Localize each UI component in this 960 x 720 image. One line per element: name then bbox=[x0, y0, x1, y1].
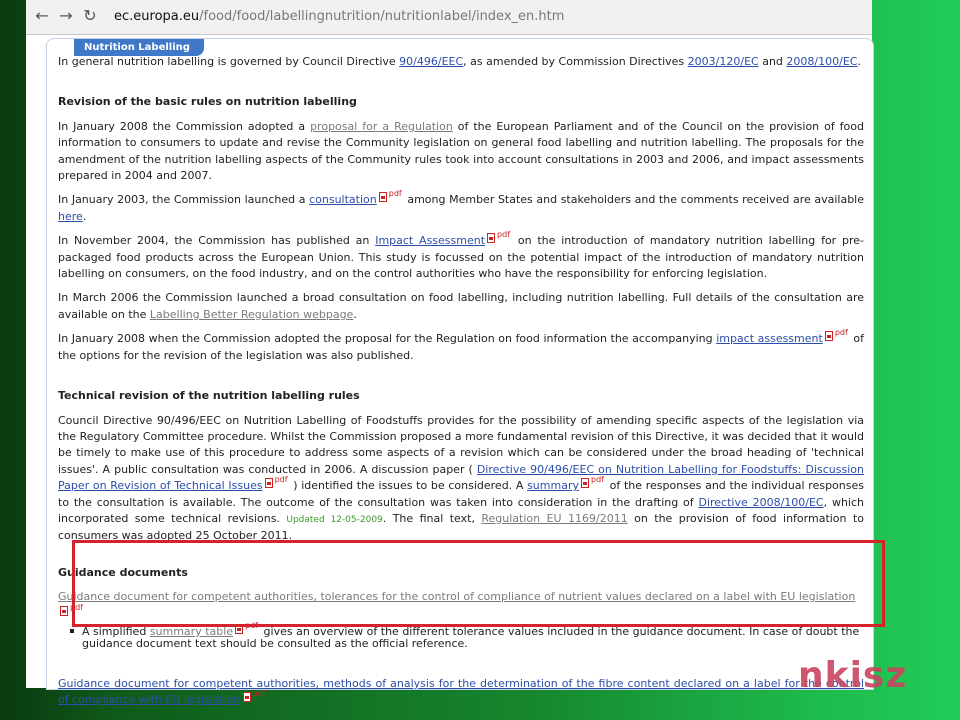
link-guidance-tolerances[interactable]: Guidance document for competent authorities, tolerances for the control of compliance of nutrient values declared on a label with EU legislation bbox=[58, 590, 856, 604]
revision-paragraph-4 bbox=[58, 290, 864, 323]
reload-icon[interactable]: ↻ bbox=[83, 6, 97, 25]
pdf-label: pdf bbox=[245, 620, 259, 630]
link-impact-assessment-2008[interactable]: impact assessment bbox=[716, 332, 823, 346]
pdf-icon[interactable] bbox=[265, 475, 288, 488]
link-summary[interactable]: summary bbox=[527, 479, 579, 493]
pdf-icon[interactable] bbox=[487, 230, 511, 243]
pdf-label: pdf bbox=[497, 230, 511, 240]
updated-label: Updated 12-05-2009 bbox=[286, 514, 383, 525]
text: In January 2003, the Commission launched a bbox=[58, 193, 310, 207]
text: of the options for the revision of the legislation was also published. bbox=[58, 332, 864, 362]
text: Council Directive 90/496/EEC on Nutrition Labelling of Foodstuffs provides for the possibility of amending specific aspects of the legislation via the Regulatory Committee procedure. Whilst the Commission proposed a more fundamental revision of this Directive, it was decided that it would be timely to make use of this procedure to address some aspects of a revision which can be considered under the broad heading of 'technical issues'. A public consultation was conducted in 2006. A discussion paper ( bbox=[58, 413, 864, 476]
link-90-496-eec[interactable]: 90/496/EEC bbox=[399, 55, 464, 68]
revision-paragraph-5 bbox=[58, 328, 864, 364]
revision-heading: Revision of the basic rules on nutrition labelling bbox=[58, 95, 357, 109]
technical-paragraph bbox=[58, 413, 864, 545]
pdf-label: pdf bbox=[834, 328, 848, 338]
guidance-item-2 bbox=[58, 676, 864, 709]
text: , which incorporated some technical revisions. bbox=[58, 495, 864, 525]
text: gives an overview of the different tolerance values included in the guidance document. In case of doubt the guidance document text should be consulted as the official reference. bbox=[82, 624, 860, 650]
pdf-label: pdf bbox=[274, 475, 288, 485]
guidance-bullet bbox=[58, 620, 864, 650]
link-summary-table[interactable]: summary table bbox=[149, 624, 234, 638]
tab-nutrition-labelling: Nutrition Labelling bbox=[74, 39, 204, 56]
link-directive-2008-100-ec[interactable]: Directive 2008/100/EC bbox=[698, 495, 824, 509]
forward-icon[interactable]: → bbox=[59, 6, 73, 25]
revision-paragraph-3 bbox=[58, 230, 864, 282]
browser-screenshot bbox=[26, 0, 872, 707]
watermark-logo: nkisz bbox=[798, 655, 908, 696]
address-bar bbox=[26, 0, 872, 35]
text: among Member States and stakeholders and the comments received are available bbox=[403, 193, 864, 207]
revision-paragraph-1 bbox=[58, 119, 864, 185]
link-regulation-1169-2011[interactable]: Regulation EU 1169/2011 bbox=[481, 511, 628, 525]
text: on the provision of food information to consumers was adopted 25 October 2011. bbox=[58, 511, 864, 543]
text: . bbox=[353, 307, 357, 321]
link-2003-120-ec[interactable]: 2003/120/EC bbox=[687, 55, 759, 68]
link-discussion-paper[interactable]: Directive 90/496/EEC on Nutrition Labelling for Foodstuffs: Discussion Paper on Revision of Technical Issues bbox=[58, 462, 864, 493]
text: In March 2006 the Commission launched a broad consultation on food labelling, including nutrition labelling. Full details of the consultation are available on the bbox=[58, 291, 864, 321]
link-labelling-better-regulation[interactable]: Labelling Better Regulation webpage bbox=[149, 307, 354, 321]
highlight-box bbox=[72, 540, 885, 627]
pdf-icon[interactable] bbox=[825, 328, 848, 341]
text: of the European Parliament and of the Council on the provision of food information to consumers to update and revise the Community legislation on general food labelling and nutrition labelling. The proposals for the amendment of the nutrition labelling aspects of the Community rules took into account consultations in 2003 and 2006, and impact assessments prepared in 2004 and 2007. bbox=[58, 119, 865, 183]
pdf-label: pdf bbox=[252, 689, 266, 699]
link-2008-100-ec[interactable]: 2008/100/EC bbox=[786, 55, 858, 68]
intro-text: In general nutrition labelling is governed by Council Directive bbox=[58, 55, 400, 68]
url-field[interactable] bbox=[114, 7, 564, 27]
text: . The final text, bbox=[382, 511, 482, 525]
intro-text: and bbox=[758, 55, 787, 68]
link-here[interactable]: here bbox=[58, 209, 83, 223]
guidance-heading: Guidance documents bbox=[58, 565, 188, 579]
link-proposal-regulation[interactable]: proposal for a Regulation bbox=[310, 119, 453, 133]
text: of the responses and the individual responses to the consultation is available. The outcome of the consultation was taken into consideration in the drafting of bbox=[58, 479, 864, 509]
technical-heading: Technical revision of the nutrition labelling rules bbox=[58, 389, 360, 403]
url-path: /food/food/labellingnutrition/nutritionlabel/index_en.htm bbox=[199, 9, 565, 24]
text: In November 2004, the Commission has published an bbox=[58, 234, 376, 248]
text: In January 2008 the Commission adopted a bbox=[58, 119, 311, 133]
text: A simplified bbox=[82, 624, 150, 638]
intro-text: . bbox=[857, 55, 861, 68]
text: . bbox=[82, 209, 87, 223]
revision-paragraph-2 bbox=[58, 189, 864, 225]
pdf-label: pdf bbox=[70, 602, 83, 612]
pdf-icon[interactable] bbox=[243, 689, 266, 702]
link-impact-assessment-2004[interactable]: Impact Assessment bbox=[375, 234, 486, 248]
text: In January 2008 when the Commission adopted the proposal for the Regulation on food information the accompanying bbox=[58, 332, 717, 346]
pdf-icon[interactable] bbox=[379, 189, 402, 202]
url-domain: ec.europa.eu bbox=[114, 9, 200, 24]
text: ) identified the issues to be considered. A bbox=[289, 479, 528, 493]
text: on the introduction of mandatory nutrition labelling for pre-packaged food products across the European Union. This study is focussed on the potential impact of the introduction of mandatory nutrition labelling on consumers, on the food industry, and on the control authorities who have the responsibility for enforcing legislation. bbox=[58, 234, 864, 281]
pdf-label: pdf bbox=[590, 475, 604, 485]
link-consultation[interactable]: consultation bbox=[309, 193, 377, 207]
link-guidance-fibre[interactable]: Guidance document for competent authorities, methods of analysis for the determination of the fibre content declared on a label for the control of compliance with EU legislation bbox=[58, 676, 864, 707]
back-icon[interactable]: ← bbox=[35, 6, 49, 25]
pdf-label: pdf bbox=[388, 189, 402, 199]
intro-paragraph bbox=[58, 54, 864, 70]
intro-text: , as amended by Commission Directives bbox=[463, 55, 688, 68]
pdf-icon[interactable] bbox=[581, 475, 604, 488]
